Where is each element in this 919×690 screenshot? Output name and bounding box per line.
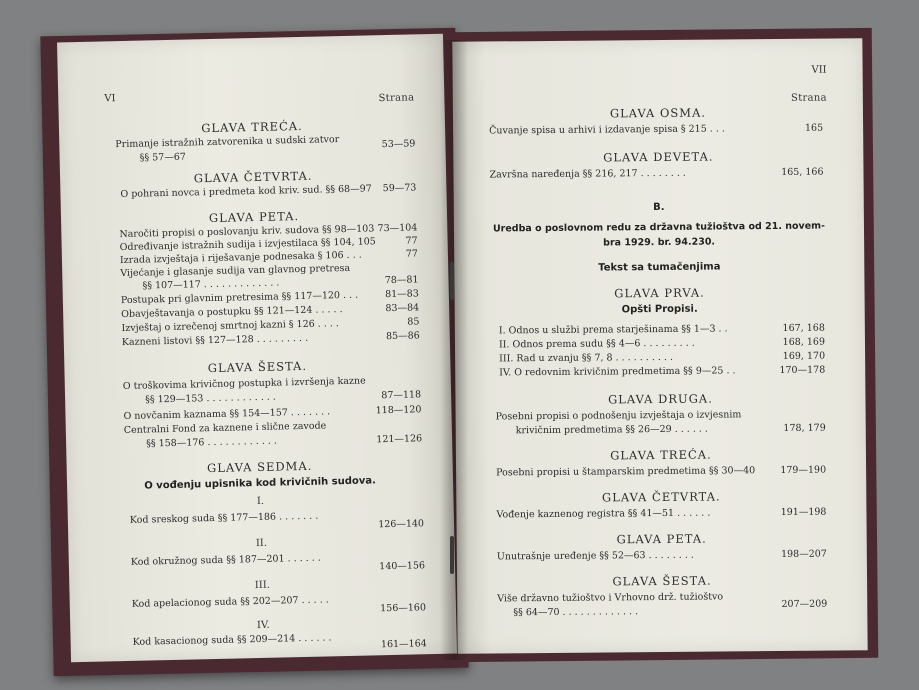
chapter-heading: GLAVA PETA.: [208, 209, 300, 226]
toc-entry: Kod sreskog suda §§ 177—186 . . . . . . . 126—140: [129, 510, 425, 531]
toc-entry: Više državno tužioštvo i Vrhovno drž. tužioštvo 207—209: [497, 591, 828, 610]
roman-numeral: III.: [254, 579, 271, 592]
toc-entry: O pohrani novca i predmeta kod kriv. sud. §§ 68—97 59—73: [120, 182, 417, 201]
toc-entry: Kod kasacionog suda §§ 209—214 . . . . . . 161—164: [132, 632, 427, 651]
toc-entry: Završna naređenja §§ 216, 217 . . . . . . . . 165, 166: [489, 166, 824, 181]
part-title-line: bra 1929. br. 94.230.: [603, 236, 716, 249]
toc-entry: Izvještaj o izrečenoj smrtnoj kazni § 126 . . . . 85: [121, 316, 420, 335]
chapter-heading: GLAVA PRVA.: [614, 285, 705, 301]
part-letter: B.: [653, 201, 665, 214]
chapter-heading: GLAVA SEDMA.: [206, 458, 313, 476]
toc-entry-cont: §§ 158—176 . . . . . . . . . . . .: [146, 435, 278, 450]
page-number: VII: [811, 64, 827, 76]
toc-entry: Izrada izvještaja i riješavanje podnesaka § 106 . . . 77: [119, 248, 419, 267]
chapter-heading: GLAVA ČETVRTA.: [601, 489, 721, 505]
chapter-heading: GLAVA TREĆA.: [610, 447, 712, 463]
toc-entry: Vođenje kaznenog registra §§ 41—51 . . . . . . 191—198: [496, 506, 827, 521]
chapter-heading: GLAVA ŠESTA.: [612, 573, 712, 589]
toc-entry: Posebni propisi o podnošenju izvještaja o izvjesnim 178, 179: [495, 409, 826, 434]
toc-entry: Kod okružnog suda §§ 187—201 . . . . . . 140—156: [130, 552, 426, 573]
toc-entry: Kod apelacionog suda §§ 202—207 . . . . . 156—160: [131, 594, 427, 615]
toc-entry-cont: §§ 129—153 . . . . . . . . . . . .: [145, 391, 277, 406]
chapter-heading: GLAVA ČETVRTA.: [193, 168, 313, 186]
toc-entry: Obavještavanja o postupku §§ 121—124 . . . . . 83—84: [121, 302, 420, 321]
roman-numeral: II.: [255, 537, 268, 550]
toc-entry: Vijećanje i glasanje sudija van glavnog pretresa 78—81: [120, 262, 419, 287]
book-gutter: [440, 40, 468, 660]
tekst-label: Tekst sa tumačenjima: [598, 261, 721, 274]
roman-numeral: IV.: [256, 619, 270, 632]
toc-entry: Određivanje istražnih sudija i izvjestilaca §§ 104, 105 77: [119, 235, 418, 254]
roman-numeral: I.: [256, 495, 265, 508]
toc-entry: Posebni propisi u štamparskim predmetima §§ 30—40 179—190: [496, 464, 827, 479]
chapter-heading: GLAVA PETA.: [616, 531, 707, 547]
chapter-heading: GLAVA TREĆA.: [201, 118, 303, 136]
toc-entry: II. Odnos prema sudu §§ 4—6 . . . . . . . . . 168, 169: [498, 336, 826, 351]
toc-entry-cont: §§ 107—117 . . . . . . . . . . . . .: [142, 277, 280, 292]
toc-entry-cont: krivičnim predmetima §§ 26—29 . . . . . .: [515, 423, 708, 437]
toc-entry: Postupak pri glavnim pretresima §§ 117—120 . . . 81—83: [120, 288, 419, 307]
toc-entry: Kazneni listovi §§ 127—128 . . . . . . . . . 85—86: [121, 330, 420, 349]
part-title-line: Uredba o poslovnom redu za državna tužioštva od 21. novem-: [492, 220, 826, 235]
toc-entry: I. Odnos u službi prema starješinama §§ 1—3 . . 167, 168: [498, 322, 825, 337]
toc-entry-cont: §§ 64—70 . . . . . . . . . . . . .: [513, 606, 639, 619]
left-page: [57, 34, 457, 663]
toc-entry: III. Rad u zvanju §§ 7, 8 . . . . . . . . . . 169, 170: [499, 350, 826, 365]
toc-entry: Primanje istražnih zatvorenika u sudski zatvor 53—59: [115, 134, 416, 151]
chapter-subheading: Opšti Propisi.: [621, 303, 698, 316]
part-title: [484, 218, 834, 251]
chapter-heading: GLAVA ŠESTA.: [207, 358, 308, 376]
toc-entry-cont: §§ 57—67: [139, 151, 186, 164]
chapter-heading: GLAVA OSMA.: [609, 105, 707, 121]
chapter-subheading: O vođenju upisnika kod krivičnih sudova.: [144, 475, 376, 492]
strana-label: Strana: [790, 92, 827, 104]
binding-stitch: [450, 262, 454, 300]
page-number: VI: [104, 93, 116, 105]
right-page: [452, 38, 867, 654]
toc-entry: Unutrašnje uređenje §§ 52—63 . . . . . . . . 198—207: [496, 548, 827, 563]
toc-entry: O novčanim kaznama §§ 154—157 . . . . . . . 118—120: [123, 404, 422, 423]
chapter-heading: GLAVA DEVETA.: [603, 149, 714, 165]
chapter-heading: GLAVA DRUGA.: [608, 391, 713, 407]
toc-entry: IV. O redovnim krivičnim predmetima §§ 9—25 . . 170—178: [499, 364, 826, 379]
toc-entry: Centralni Fond za kaznene i slične zavode 121—126: [123, 420, 423, 446]
strana-label: Strana: [378, 92, 415, 105]
toc-entry: Čuvanje spisa u arhivi i izdavanje spisa § 215 . . . 165: [489, 122, 824, 137]
binding-stitch: [450, 536, 454, 574]
toc-entry: O troškovima krivičnog postupka i izvršenja kazne 87—118: [122, 375, 422, 402]
toc-entry: Naročiti propisi o poslovanju kriv. sudova §§ 98—103 73—104: [119, 222, 418, 241]
